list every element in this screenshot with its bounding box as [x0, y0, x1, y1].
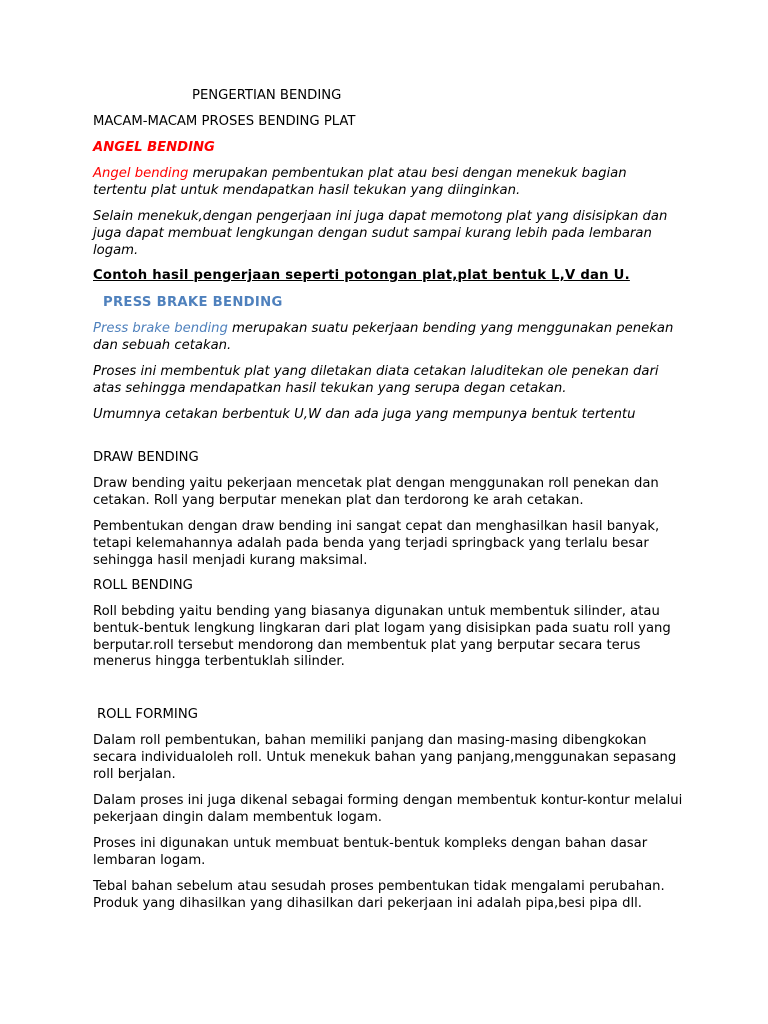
paragraph-press-1-text: merupakan suatu pekerjaan bending yang menggunakan penekan dan sebuah cetakan.: [93, 321, 674, 353]
paragraph-press-2: Proses ini membentuk plat yang diletakan diata cetakan laluditekan ole penekan dari atas sehingga mendapatkan hasil tekukan yang serupa degan cetakan.: [93, 364, 659, 396]
paragraph-roll-1: Roll bebding yaitu bending yang biasanya digunakan untuk membentuk silinder, atau bentuk-bentuk lengkung lingkaran dari plat logam yang disisipkan pada suatu roll yang berputar.roll tersebut mendorong dan membentuk plat yang berputar secara terus menerus hingga terbentuklah silinder.: [93, 604, 671, 670]
page-title: PENGERTIAN BENDING: [192, 88, 342, 103]
paragraph-press-3: Umumnya cetakan berbentuk U,W dan ada juga yang mempunya bentuk tertentu: [93, 407, 636, 422]
section-heading-roll-forming: ROLL FORMING: [97, 707, 198, 722]
paragraph-forming-4: Tebal bahan sebelum atau sesudah proses pembentukan tidak mengalami perubahan. Produk yang dihasilkan yang dihasilkan dari pekerjaan ini adalah pipa,besi pipa dll.: [93, 879, 665, 911]
term-press-brake-bending: Press brake bending: [93, 321, 228, 336]
paragraph-forming-2: Dalam proses ini juga dikenal sebagai forming dengan membentuk kontur-kontur melalui pekerjaan dingin dalam membentuk logam.: [93, 793, 683, 825]
paragraph-forming-3: Proses ini digunakan untuk membuat bentuk-bentuk kompleks dengan bahan dasar lembaran logam.: [93, 836, 648, 868]
term-angel-bending: Angel bending: [93, 166, 189, 181]
paragraph-angel-1-text: merupakan pembentukan plat atau besi dengan menekuk bagian tertentu plat untuk mendapatkan hasil tekukan yang diinginkan.: [93, 166, 627, 198]
paragraph-draw-2: Pembentukan dengan draw bending ini sangat cepat dan menghasilkan hasil banyak, tetapi kelemahannya adalah pada benda yang terjadi springback yang terlalu besar sehingga hasil menjadi kurang maksimal.: [93, 519, 660, 568]
section-heading-roll-bending: ROLL BENDING: [93, 578, 193, 593]
section-heading-press-brake-bending: PRESS BRAKE BENDING: [103, 295, 283, 310]
section-heading-draw-bending: DRAW BENDING: [93, 450, 199, 465]
paragraph-angel-1: [93, 166, 683, 200]
page-subtitle: MACAM-MACAM PROSES BENDING PLAT: [93, 114, 356, 129]
paragraph-press-1: [93, 321, 683, 355]
example-note: Contoh hasil pengerjaan seperti potongan plat,plat bentuk L,V dan U.: [93, 268, 630, 283]
paragraph-angel-2: Selain menekuk,dengan pengerjaan ini juga dapat memotong plat yang disisipkan dan juga dapat membuat lengkungan dengan sudut sampai kurang lebih pada lembaran logam.: [93, 209, 668, 258]
section-heading-angel-bending: ANGEL BENDING: [93, 140, 215, 155]
paragraph-forming-1: Dalam roll pembentukan, bahan memiliki panjang dan masing-masing dibengkokan secara individualoleh roll. Untuk menekuk bahan yang panjang,menggunakan sepasang roll berjalan.: [93, 733, 677, 782]
paragraph-draw-1: Draw bending yaitu pekerjaan mencetak plat dengan menggunakan roll penekan dan cetakan. Roll yang berputar menekan plat dan terdorong ke arah cetakan.: [93, 476, 659, 508]
